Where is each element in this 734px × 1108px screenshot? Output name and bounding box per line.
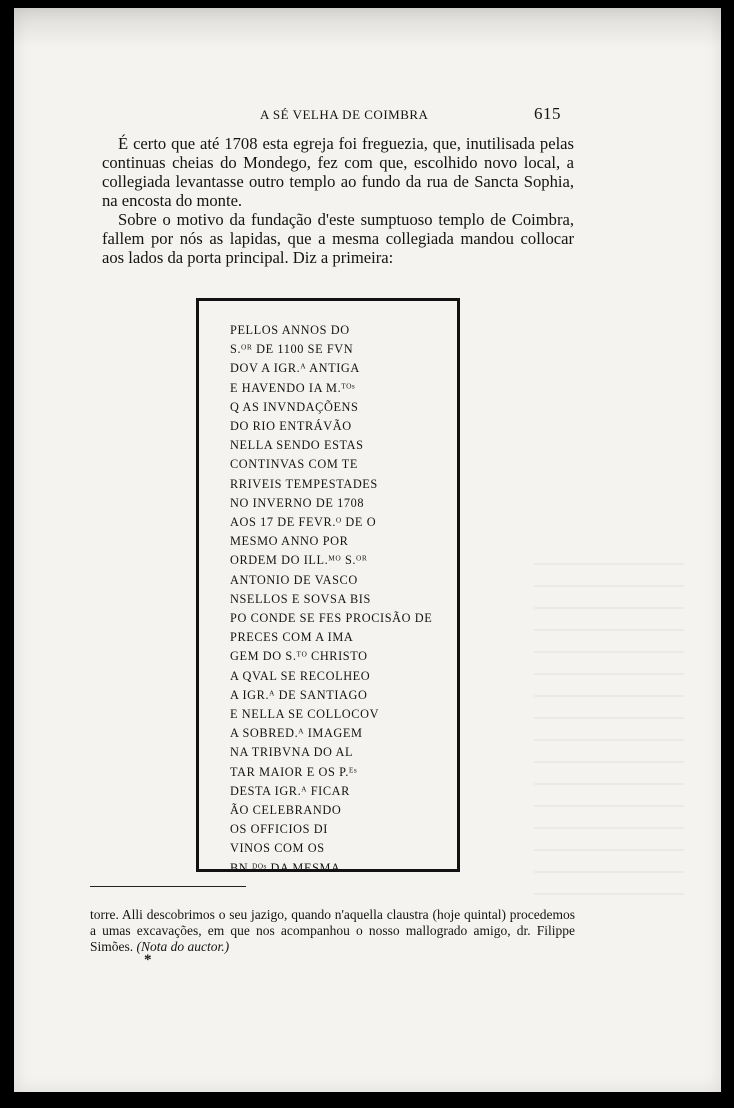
book-page (14, 8, 721, 1092)
inscription-line: PELLOS ANNOS DO (230, 323, 350, 337)
inscription-line: ÃO CELEBRANDO (230, 803, 342, 818)
inscription-line: E NELLA SE COLLOCOV (230, 707, 380, 722)
inscription-line: E HAVENDO IA M.ᵀᴼˢ (230, 380, 356, 395)
inscription-line: GEM DO S.ᵀᴼ CHRISTO (230, 649, 368, 664)
footnote-note: (Nota do auctor.) (136, 939, 230, 954)
page-number: 615 (534, 104, 561, 123)
inscription-line: BN.ᴰᴼˢ DA MESMA (230, 860, 341, 875)
inscription-line: A IGR.ᴬ DE SANTIAGO (230, 687, 368, 702)
running-title: A SÉ VELHA DE COIMBRA (260, 107, 429, 122)
inscription-line: TAR MAIOR E OS P.ᴱˢ (230, 764, 358, 779)
inscription-line: A SOBRED.ᴬ IMAGEM (230, 726, 363, 741)
paragraph: É certo que até 1708 esta egreja foi freguezia, que, inutilisada pelas continuas cheias do Mondego, fez com que, escolhido novo local, a collegiada levantasse outro templo ao fundo da rua de Sancta Sophia, na encosta do monte. (102, 134, 574, 210)
footnote-text: torre. Alli descobrimos o seu jazigo, quando n'aquella claustra (hoje quintal) procedemos a umas excavações, em que nos acompanhou o nosso mallogrado amigo, dr. Filippe Simões. (90, 907, 575, 954)
inscription-line: OS OFFICIOS DI (230, 822, 328, 837)
inscription-line: A QVAL SE RECOLHEO (230, 668, 371, 683)
bleed-through-texture (534, 563, 684, 903)
footnote-rule (90, 886, 246, 887)
inscription-line: RRIVEIS TEMPESTADES (230, 476, 378, 491)
inscription-line: AOS 17 DE FEVR.ᴼ DE O (230, 515, 377, 530)
inscription-line: DESTA IGR.ᴬ FICAR (230, 783, 350, 798)
paragraph: Sobre o motivo da fundação d'este sumptuoso templo de Coimbra, fallem por nós as lapidas, que a mesma collegiada mandou collocar aos lados da porta principal. Diz a primeira: (102, 210, 574, 267)
inscription-line: MESMO ANNO POR (230, 534, 349, 549)
body-text (102, 134, 574, 267)
inscription-line: NSELLOS E SOVSA BIS (230, 591, 371, 606)
asterisk-marker: * (144, 952, 152, 968)
footnote (90, 907, 575, 955)
inscription-line: NO INVERNO DE 1708 (230, 495, 365, 510)
inscription-line: Q AS INVNDAÇÕENS (230, 399, 359, 414)
inscription-line: ORDEM DO ILL.ᴹᴼ S.ᴼᴿ (230, 553, 368, 568)
inscription-line: PO CONDE SE FES PROCISÃO DE (230, 611, 433, 626)
inscription-line: S.ᴼᴿ DE 1100 SE FVN (230, 342, 354, 357)
inscription-line: PRECES COM A IMA (230, 630, 354, 645)
inscription-line: NELLA SENDO ESTAS (230, 438, 364, 453)
inscription-line: ANTONIO DE VASCO (230, 572, 358, 587)
inscription-box (196, 298, 460, 875)
inscription-lines (230, 321, 432, 878)
inscription-line: NA TRIBVNA DO AL (230, 745, 354, 760)
inscription-line: DOV A IGR.ᴬ ANTIGA (230, 361, 360, 376)
inscription-line: DO RIO ENTRÁVÃO (230, 419, 352, 434)
inscription-line: CONTINVAS COM TE (230, 457, 359, 472)
inscription-line: VINOS COM OS (230, 841, 325, 856)
